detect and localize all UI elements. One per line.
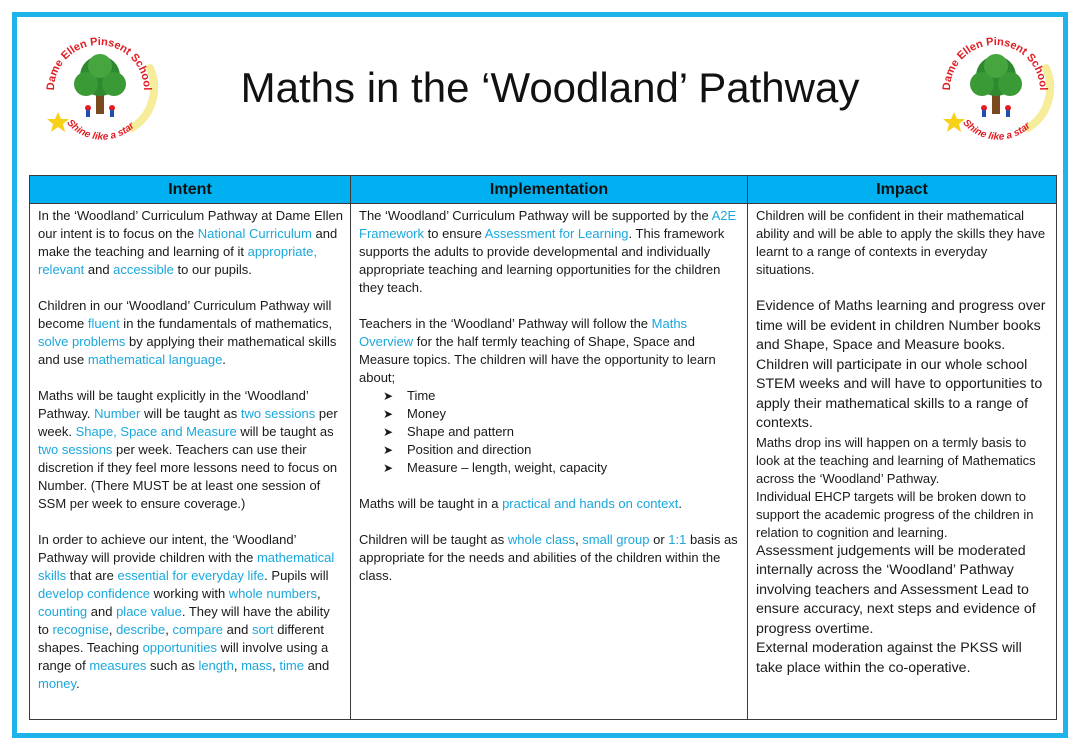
impact-paragraph: Individual EHCP targets will be broken down to support the academic progress of the children in relation to cognition and learning. [756, 488, 1034, 540]
implementation-paragraph: Teachers in the ‘Woodland’ Pathway will follow the Maths Overview for the half termly teaching of Shape, Space and Measure topics. The children will have the opportunity to learn about; [359, 316, 716, 385]
intent-paragraph: In order to achieve our intent, the ‘Woodland’ Pathway will provide children with the mathematical skills that are essential for everyday life. Pupils will develop confidence working with whole numbers, counting and place value. They will have the ability to recognise, describe, compare and sort different shapes. Teaching opportunities will involve using a range of measures such as length, mass, time and money. [38, 532, 335, 691]
header-intent: Intent [30, 176, 351, 204]
curriculum-table [29, 175, 1057, 720]
list-item: ➤ Shape and pattern [383, 424, 514, 439]
intent-paragraph: In the ‘Woodland’ Curriculum Pathway at Dame Ellen our intent is to focus on the National Curriculum and make the teaching and learning of it appropriate, relevant and accessible to our pupils. [38, 208, 343, 277]
arrow-bullet-icon: ➤ [383, 443, 394, 457]
implementation-paragraph: Maths will be taught in a practical and hands on context. [359, 496, 683, 511]
list-item: ➤ Measure – length, weight, capacity [383, 460, 608, 475]
svg-text:Dame Ellen Pinsent School: Dame Ellen Pinsent School [44, 35, 154, 91]
list-item: ➤ Position and direction [383, 442, 532, 457]
page-title: Maths in the ‘Woodland’ Pathway [240, 64, 860, 111]
implementation-paragraph: Children will be taught as whole class, small group or 1:1 basis as appropriate for the needs and abilities of the children within the class. [359, 532, 738, 583]
table-header-row [30, 176, 1057, 204]
svg-text:Dame Ellen Pinsent School: Dame Ellen Pinsent School [940, 35, 1050, 91]
intent-paragraph: Children in our ‘Woodland’ Curriculum Pathway will become fluent in the fundamentals of mathematics, solve problems by applying their mathematical skills and use mathematical language. [38, 298, 337, 367]
intent-paragraph: Maths will be taught explicitly in the ‘Woodland’ Pathway. Number will be taught as two sessions per week. Shape, Space and Measure will be taught as two sessions per week. Teachers can use their discretion if they feel more lessons need to focus on Number. (There MUST be at least one session of SSM per week to ensure coverage.) [38, 388, 338, 511]
arrow-bullet-icon: ➤ [383, 461, 394, 475]
arrow-bullet-icon: ➤ [383, 425, 394, 439]
impact-paragraph: External moderation against the PKSS will take place within the co-operative. [756, 640, 1022, 676]
impact-paragraph: Evidence of Maths learning and progress over time will be evident in children Number books and Shape, Space and Measure books. [756, 298, 1046, 353]
implementation-cell [351, 204, 748, 720]
school-logo-right [936, 28, 1054, 146]
svg-text:Shine like a star: Shine like a star [960, 117, 1033, 143]
list-item: ➤ Time [383, 388, 436, 403]
header-implementation: Implementation [351, 176, 748, 204]
impact-paragraph: Assessment judgements will be moderated internally across the ‘Woodland’ Pathway involving teachers and Assessment Lead to ensure accuracy, next steps and evidence of progress overtime. [756, 542, 1036, 637]
impact-paragraph: Children will participate in our whole school STEM weeks and will have to opportunities to apply their mathematical skills to a range of contexts. [756, 356, 1043, 431]
intent-cell [30, 204, 351, 720]
header-impact: Impact [748, 176, 1057, 204]
topic-list [359, 387, 740, 477]
arrow-bullet-icon: ➤ [383, 389, 394, 403]
table-row [30, 204, 1057, 720]
impact-cell [748, 204, 1057, 720]
svg-text:Shine like a star: Shine like a star [64, 117, 137, 143]
implementation-paragraph: The ‘Woodland’ Curriculum Pathway will be supported by the A2E Framework to ensure Assessment for Learning. This framework supports the adults to provide developmental and individually appropriate teaching and learning opportunities for the children they teach. [359, 208, 737, 295]
arrow-bullet-icon: ➤ [383, 407, 394, 421]
list-item: ➤ Money [383, 406, 447, 421]
school-logo-left [40, 28, 158, 146]
impact-paragraph: Children will be confident in their mathematical ability and will be able to apply the skills they have learnt to a range of contexts in everyday situations. [756, 208, 1046, 277]
impact-paragraph: Maths drop ins will happen on a termly basis to look at the teaching and learning of Mathematics across the ‘Woodland’ Pathway. [756, 434, 1036, 486]
